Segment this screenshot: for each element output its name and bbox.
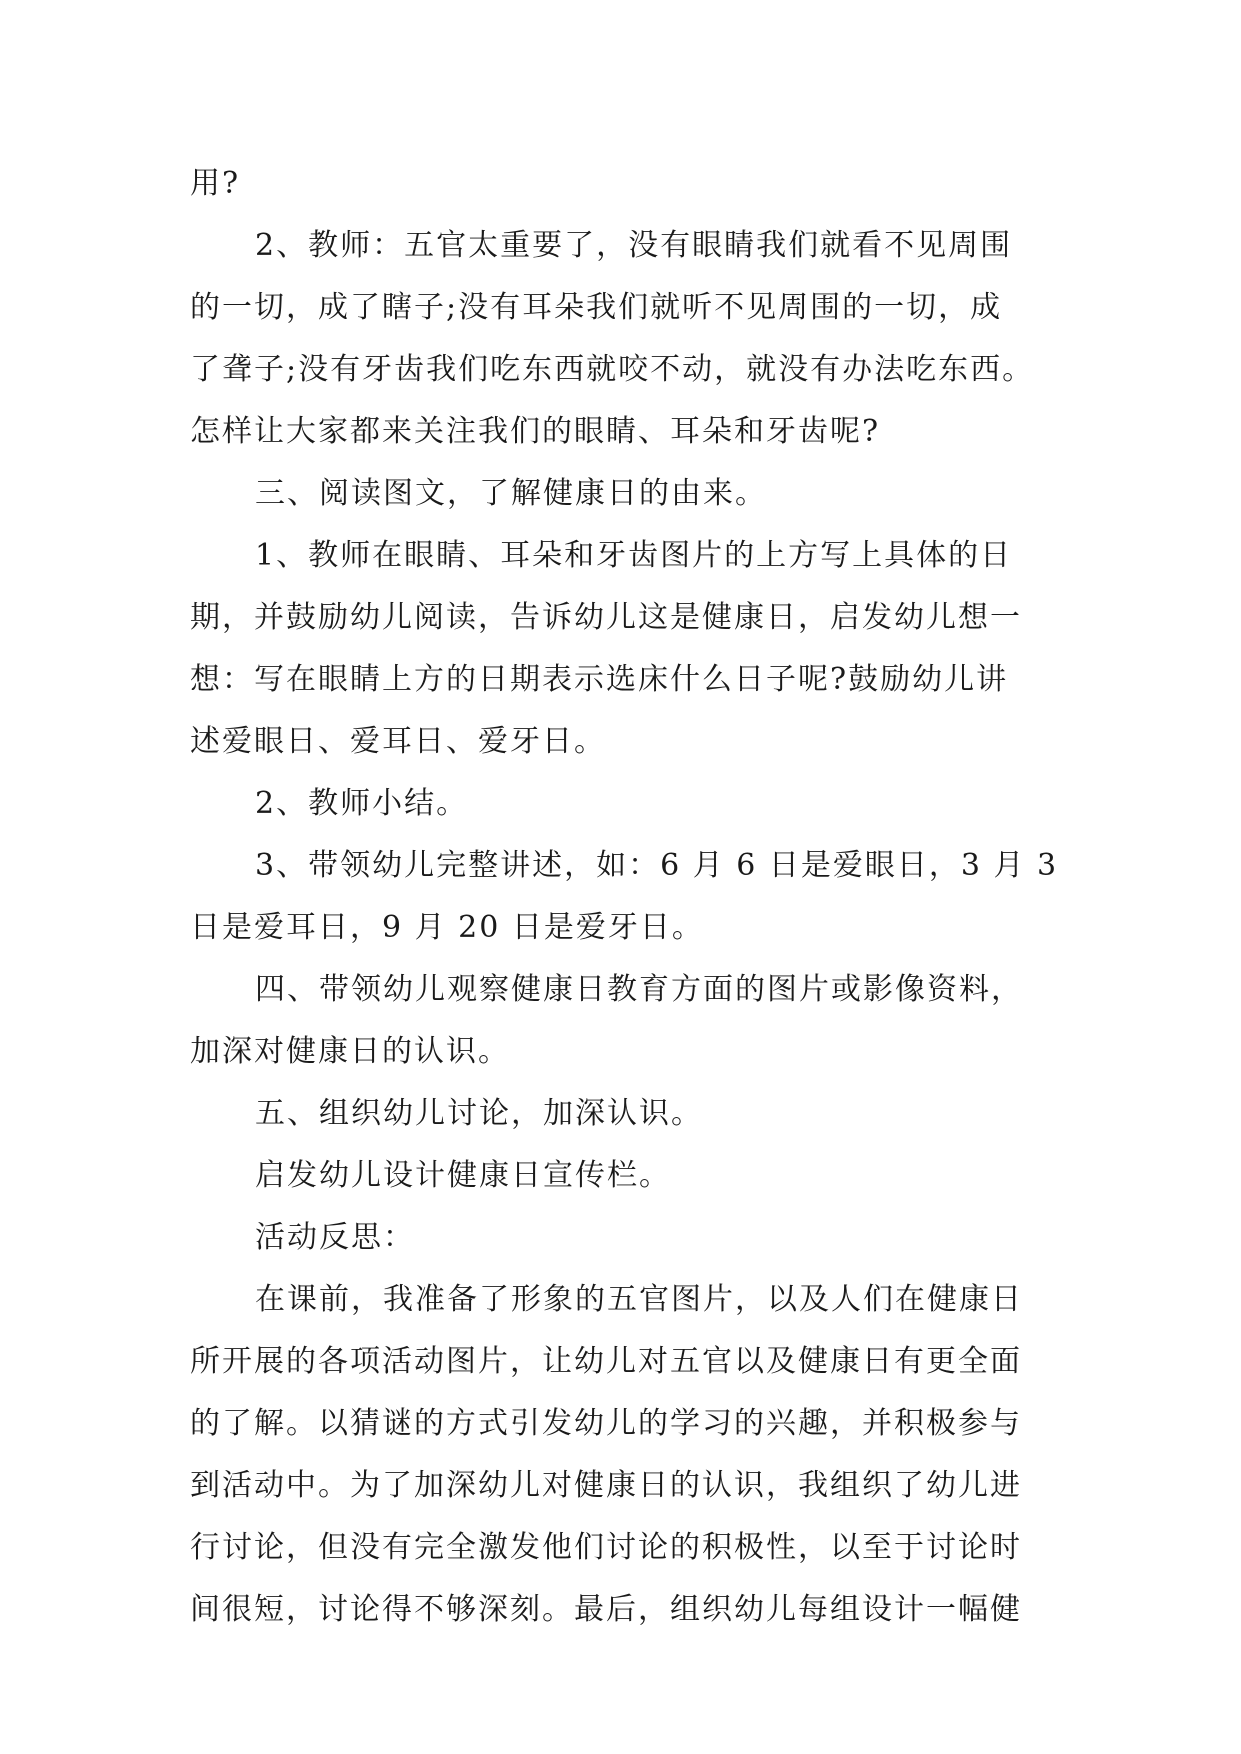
- text-line-5: 怎样让大家都来关注我们的眼睛、耳朵和牙齿呢?: [190, 414, 881, 449]
- text-line-24: 间很短，讨论得不够深刻。最后，组织幼儿每组设计一幅健: [190, 1592, 1022, 1627]
- text-line-23: 行讨论，但没有完全激发他们讨论的积极性，以至于讨论时: [190, 1530, 1022, 1565]
- text-line-21: 的了解。以猜谜的方式引发幼儿的学习的兴趣，并积极参与: [190, 1406, 1022, 1441]
- section-heading-5: 五、组织幼儿讨论，加深认识。: [255, 1096, 703, 1131]
- text-line-13: 日是爱耳日，9 月 20 日是爱牙日。: [190, 910, 704, 945]
- text-line-20: 所开展的各项活动图片，让幼儿对五官以及健康日有更全面: [190, 1344, 1022, 1379]
- text-line-9: 想：写在眼睛上方的日期表示选床什么日子呢?鼓励幼儿讲: [190, 662, 1009, 697]
- text-line-17: 启发幼儿设计健康日宣传栏。: [255, 1158, 671, 1193]
- text-line-12: 3、带领幼儿完整讲述，如：6 月 6 日是爱眼日，3 月 3: [255, 848, 1059, 883]
- text-line-10: 述爱眼日、爱耳日、爱牙日。: [190, 724, 606, 759]
- text-line-7: 1、教师在眼睛、耳朵和牙齿图片的上方写上具体的日: [255, 538, 1013, 573]
- reflection-heading: 活动反思：: [255, 1220, 415, 1255]
- text-line-2: 2、教师：五官太重要了，没有眼睛我们就看不见周围: [255, 228, 1013, 263]
- text-line-11: 2、教师小结。: [255, 786, 469, 821]
- text-line-3: 的一切，成了瞎子;没有耳朵我们就听不见周围的一切，成: [190, 290, 1003, 325]
- text-line-22: 到活动中。为了加深幼儿对健康日的认识，我组织了幼儿进: [190, 1468, 1022, 1503]
- text-line-19: 在课前，我准备了形象的五官图片，以及人们在健康日: [255, 1282, 1023, 1317]
- section-heading-4: 四、带领幼儿观察健康日教育方面的图片或影像资料，: [255, 972, 1023, 1007]
- text-line-4: 了聋子;没有牙齿我们吃东西就咬不动，就没有办法吃东西。: [190, 352, 1035, 387]
- section-heading-3: 三、阅读图文，了解健康日的由来。: [255, 476, 767, 511]
- text-line-1: 用?: [190, 166, 241, 201]
- text-line-15: 加深对健康日的认识。: [190, 1034, 510, 1069]
- text-line-8: 期，并鼓励幼儿阅读，告诉幼儿这是健康日，启发幼儿想一: [190, 600, 1022, 635]
